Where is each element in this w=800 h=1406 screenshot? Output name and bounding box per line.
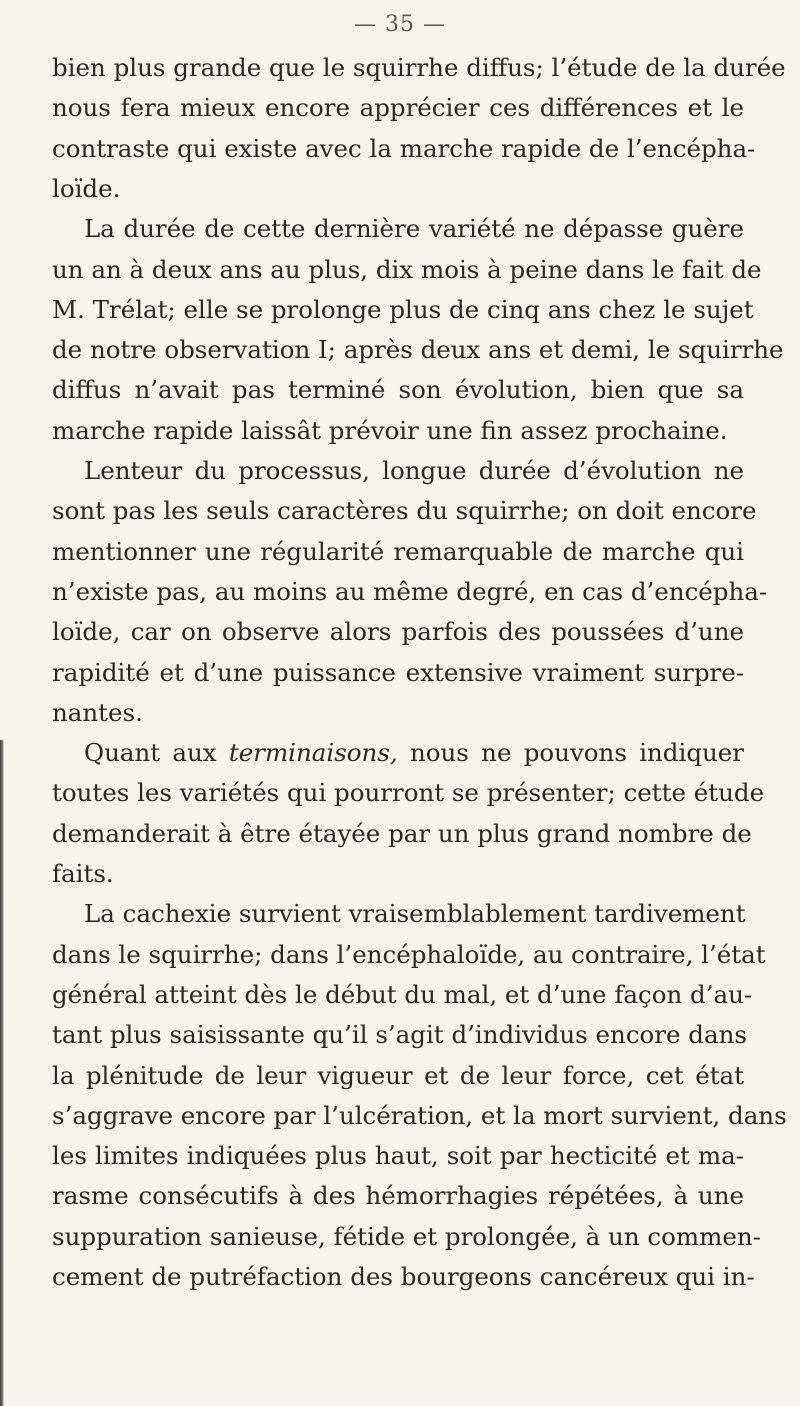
text-line: mentionner une régularité remarquable de marche qui	[52, 536, 744, 566]
text-line: demanderait à être étayée par un plus grand nombre de	[52, 818, 752, 848]
text-line: rapidité et d’une puissance extensive vraiment surpre-	[52, 657, 744, 687]
text-line: nantes.	[52, 697, 143, 727]
text-line: loïde.	[52, 173, 121, 203]
text-segment: nous ne pouvons indiquer	[397, 738, 744, 768]
text-line: un an à deux ans au plus, dix mois à peine dans le fait de	[52, 254, 762, 284]
text-line: n’existe pas, au moins au même degré, en cas d’encépha-	[52, 576, 768, 606]
text-segment: Quant aux	[84, 738, 229, 768]
text-line: tant plus saisissante qu’il s’agit d’individus encore dans	[52, 1020, 747, 1050]
text-line: loïde, car on observe alors parfois des poussées d’une	[52, 617, 744, 647]
text-line: suppuration sanieuse, fétide et prolongée, à un commen-	[52, 1221, 761, 1251]
text-line: nous fera mieux encore apprécier ces différences et le	[52, 93, 744, 123]
text-line: la plénitude de leur vigueur et de leur force, cet état	[52, 1060, 744, 1090]
italic-term: terminaisons,	[228, 738, 398, 768]
text-line: cement de putréfaction des bourgeons cancéreux qui in-	[52, 1262, 755, 1291]
text-line: rasme consécutifs à des hémorrhagies répétées, à une	[52, 1181, 744, 1211]
text-line: diffus n’avait pas terminé son évolution, bien que sa	[52, 375, 744, 405]
text-line: s’aggrave encore par l’ulcération, et la mort survient, dans	[52, 1100, 787, 1130]
text-line: de notre observation I; après deux ans et demi, le squirrhe	[52, 335, 784, 365]
paragraph-first-line	[84, 737, 744, 769]
text-line: sont pas les seuls caractères du squirrhe; on doit encore	[52, 496, 757, 526]
paragraph-first-line: La durée de cette dernière variété ne dépasse guère	[84, 214, 744, 244]
binding-shadow	[0, 740, 4, 1406]
text-line: marche rapide laissât prévoir une fin assez prochaine.	[52, 415, 728, 445]
text-line: toutes les variétés qui pourront se présenter; cette étude	[52, 778, 765, 808]
text-line: général atteint dès le début du mal, et d’une façon d’au-	[52, 979, 753, 1009]
text-line: les limites indiquées plus haut, soit par hecticité et ma-	[52, 1141, 744, 1171]
text-line: bien plus grande que le squirrhe diffus; l’étude de la durée	[52, 53, 786, 82]
paragraph-first-line: Lenteur du processus, longue durée d’évolution ne	[84, 456, 744, 485]
page-number: — 35 —	[354, 12, 446, 37]
text-line: faits.	[52, 859, 114, 888]
text-line: contraste qui existe avec la marche rapide de l’encépha-	[52, 133, 756, 163]
paragraph-first-line: La cachexie survient vraisemblablement tardivement	[84, 899, 746, 929]
text-line: M. Trélat; elle se prolonge plus de cinq ans chez le sujet	[52, 294, 754, 324]
text-line: dans le squirrhe; dans l’encéphaloïde, au contraire, l’état	[52, 939, 766, 969]
